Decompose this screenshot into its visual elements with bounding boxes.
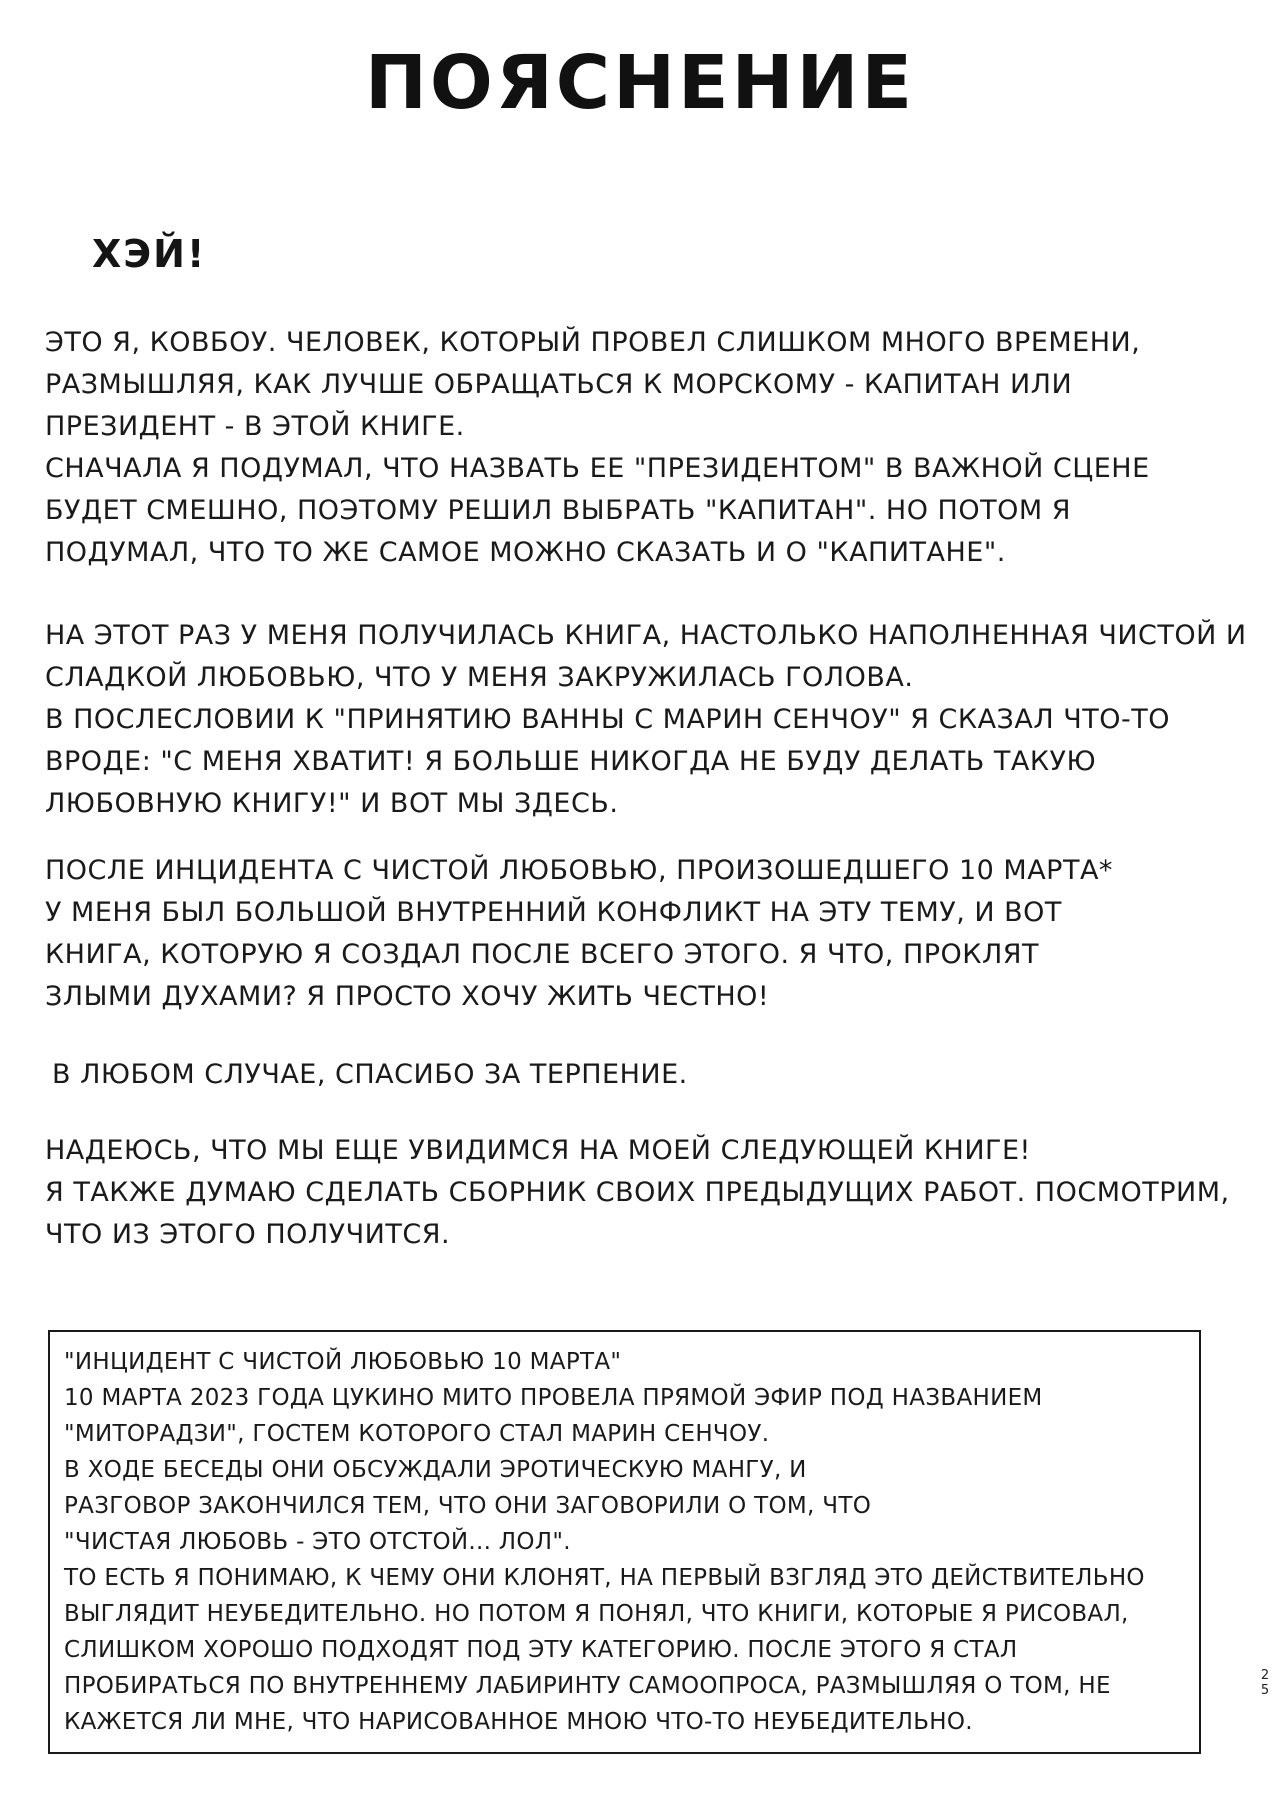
- footnote-line: КАЖЕТСЯ ЛИ МНЕ, ЧТО НАРИСОВАННОЕ МНОЮ ЧТО-ТО НЕУБЕДИТЕЛЬНО.: [64, 1709, 973, 1735]
- paragraph-line: СНАЧАЛА Я ПОДУМАЛ, ЧТО НАЗВАТЬ ЕЕ "ПРЕЗИДЕНТОМ" В ВАЖНОЙ СЦЕНЕ: [45, 453, 1150, 484]
- paragraph-line: У МЕНЯ БЫЛ БОЛЬШОЙ ВНУТРЕННИЙ КОНФЛИКТ НА ЭТУ ТЕМУ, И ВОТ: [45, 897, 1062, 928]
- footnote-line: 10 МАРТА 2023 ГОДА ЦУКИНО МИТО ПРОВЕЛА ПРЯМОЙ ЭФИР ПОД НАЗВАНИЕМ: [64, 1385, 1043, 1411]
- footnote-line: ВЫГЛЯДИТ НЕУБЕДИТЕЛЬНО. НО ПОТОМ Я ПОНЯЛ, ЧТО КНИГИ, КОТОРЫЕ Я РИСОВАЛ,: [64, 1601, 1129, 1627]
- greeting-heading: ХЭЙ!: [92, 232, 207, 276]
- footnote-line: "МИТОРАДЗИ", ГОСТЕМ КОТОРОГО СТАЛ МАРИН СЕНЧОУ.: [64, 1421, 770, 1447]
- footnote-line: РАЗГОВОР ЗАКОНЧИЛСЯ ТЕМ, ЧТО ОНИ ЗАГОВОРИЛИ О ТОМ, ЧТО: [64, 1493, 872, 1519]
- paragraph-line: НАДЕЮСЬ, ЧТО МЫ ЕЩЕ УВИДИМСЯ НА МОЕЙ СЛЕДУЮЩЕЙ КНИГЕ!: [45, 1135, 1031, 1166]
- paragraph-line: РАЗМЫШЛЯЯ, КАК ЛУЧШЕ ОБРАЩАТЬСЯ К МОРСКОМУ - КАПИТАН ИЛИ: [45, 369, 1073, 400]
- paragraph-line: В ПОСЛЕСЛОВИИ К "ПРИНЯТИЮ ВАННЫ С МАРИН СЕНЧОУ" Я СКАЗАЛ ЧТО-ТО: [45, 704, 1170, 735]
- footnote-line: "ЧИСТАЯ ЛЮБОВЬ - ЭТО ОТСТОЙ... ЛОЛ".: [64, 1529, 571, 1555]
- page-number-digit: 5: [1260, 1683, 1270, 1698]
- page-number: [1258, 1668, 1272, 1698]
- footnote-line: "ИНЦИДЕНТ С ЧИСТОЙ ЛЮБОВЬЮ 10 МАРТА": [64, 1349, 622, 1375]
- footnote-line: В ХОДЕ БЕСЕДЫ ОНИ ОБСУЖДАЛИ ЭРОТИЧЕСКУЮ МАНГУ, И: [64, 1457, 807, 1483]
- footnote-line: СЛИШКОМ ХОРОШО ПОДХОДЯТ ПОД ЭТУ КАТЕГОРИЮ. ПОСЛЕ ЭТОГО Я СТАЛ: [64, 1637, 1018, 1663]
- paragraph-line: НА ЭТОТ РАЗ У МЕНЯ ПОЛУЧИЛАСЬ КНИГА, НАСТОЛЬКО НАПОЛНЕННАЯ ЧИСТОЙ И: [45, 620, 1247, 651]
- paragraph-love-book: [45, 615, 1247, 825]
- paragraph-line: ПОСЛЕ ИНЦИДЕНТА С ЧИСТОЙ ЛЮБОВЬЮ, ПРОИЗОШЕДШЕГО 10 МАРТА*: [45, 855, 1113, 886]
- paragraph-closing: [45, 1130, 1230, 1256]
- paragraph-line: ВРОДЕ: "С МЕНЯ ХВАТИТ! Я БОЛЬШЕ НИКОГДА НЕ БУДУ ДЕЛАТЬ ТАКУЮ: [45, 746, 1097, 777]
- footnote-line: ПРОБИРАТЬСЯ ПО ВНУТРЕННЕМУ ЛАБИРИНТУ САМООПРОСА, РАЗМЫШЛЯЯ О ТОМ, НЕ: [64, 1673, 1111, 1699]
- page-number-digit: 2: [1260, 1668, 1270, 1683]
- page-title: ПОЯСНЕНИЕ: [364, 40, 916, 126]
- footnote-line: ТО ЕСТЬ Я ПОНИМАЮ, К ЧЕМУ ОНИ КЛОНЯТ, НА ПЕРВЫЙ ВЗГЛЯД ЭТО ДЕЙСТВИТЕЛЬНО: [64, 1565, 1145, 1591]
- paragraph-line: ЭТО Я, КОВБОУ. ЧЕЛОВЕК, КОТОРЫЙ ПРОВЕЛ СЛИШКОМ МНОГО ВРЕМЕНИ,: [45, 327, 1141, 358]
- paragraph-line: ЧТО ИЗ ЭТОГО ПОЛУЧИТСЯ.: [45, 1219, 451, 1250]
- paragraph-line: ПОДУМАЛ, ЧТО ТО ЖЕ САМОЕ МОЖНО СКАЗАТЬ И О "КАПИТАНЕ".: [45, 537, 1006, 568]
- paragraph-line: ЗЛЫМИ ДУХАМИ? Я ПРОСТО ХОЧУ ЖИТЬ ЧЕСТНО!: [45, 981, 770, 1012]
- footnote-text: [64, 1344, 1145, 1740]
- paragraph-line: Я ТАКЖЕ ДУМАЮ СДЕЛАТЬ СБОРНИК СВОИХ ПРЕДЫДУЩИХ РАБОТ. ПОСМОТРИМ,: [45, 1177, 1230, 1208]
- paragraph-line: КНИГА, КОТОРУЮ Я СОЗДАЛ ПОСЛЕ ВСЕГО ЭТОГО. Я ЧТО, ПРОКЛЯТ: [45, 939, 1040, 970]
- paragraph-line: ЛЮБОВНУЮ КНИГУ!" И ВОТ МЫ ЗДЕСЬ.: [45, 788, 619, 819]
- paragraph-intro: [45, 322, 1175, 574]
- paragraph-line: ПРЕЗИДЕНТ - В ЭТОЙ КНИГЕ.: [45, 411, 465, 442]
- paragraph-line: БУДЕТ СМЕШНО, ПОЭТОМУ РЕШИЛ ВЫБРАТЬ "КАПИТАН". НО ПОТОМ Я: [45, 495, 1071, 526]
- paragraph-thanks: [52, 1054, 1182, 1096]
- paragraph-line: В ЛЮБОМ СЛУЧАЕ, СПАСИБО ЗА ТЕРПЕНИЕ.: [52, 1059, 688, 1090]
- footnote-box: [48, 1330, 1201, 1754]
- paragraph-line: СЛАДКОЙ ЛЮБОВЬЮ, ЧТО У МЕНЯ ЗАКРУЖИЛАСЬ ГОЛОВА.: [45, 662, 914, 693]
- paragraph-incident: [45, 850, 1175, 1018]
